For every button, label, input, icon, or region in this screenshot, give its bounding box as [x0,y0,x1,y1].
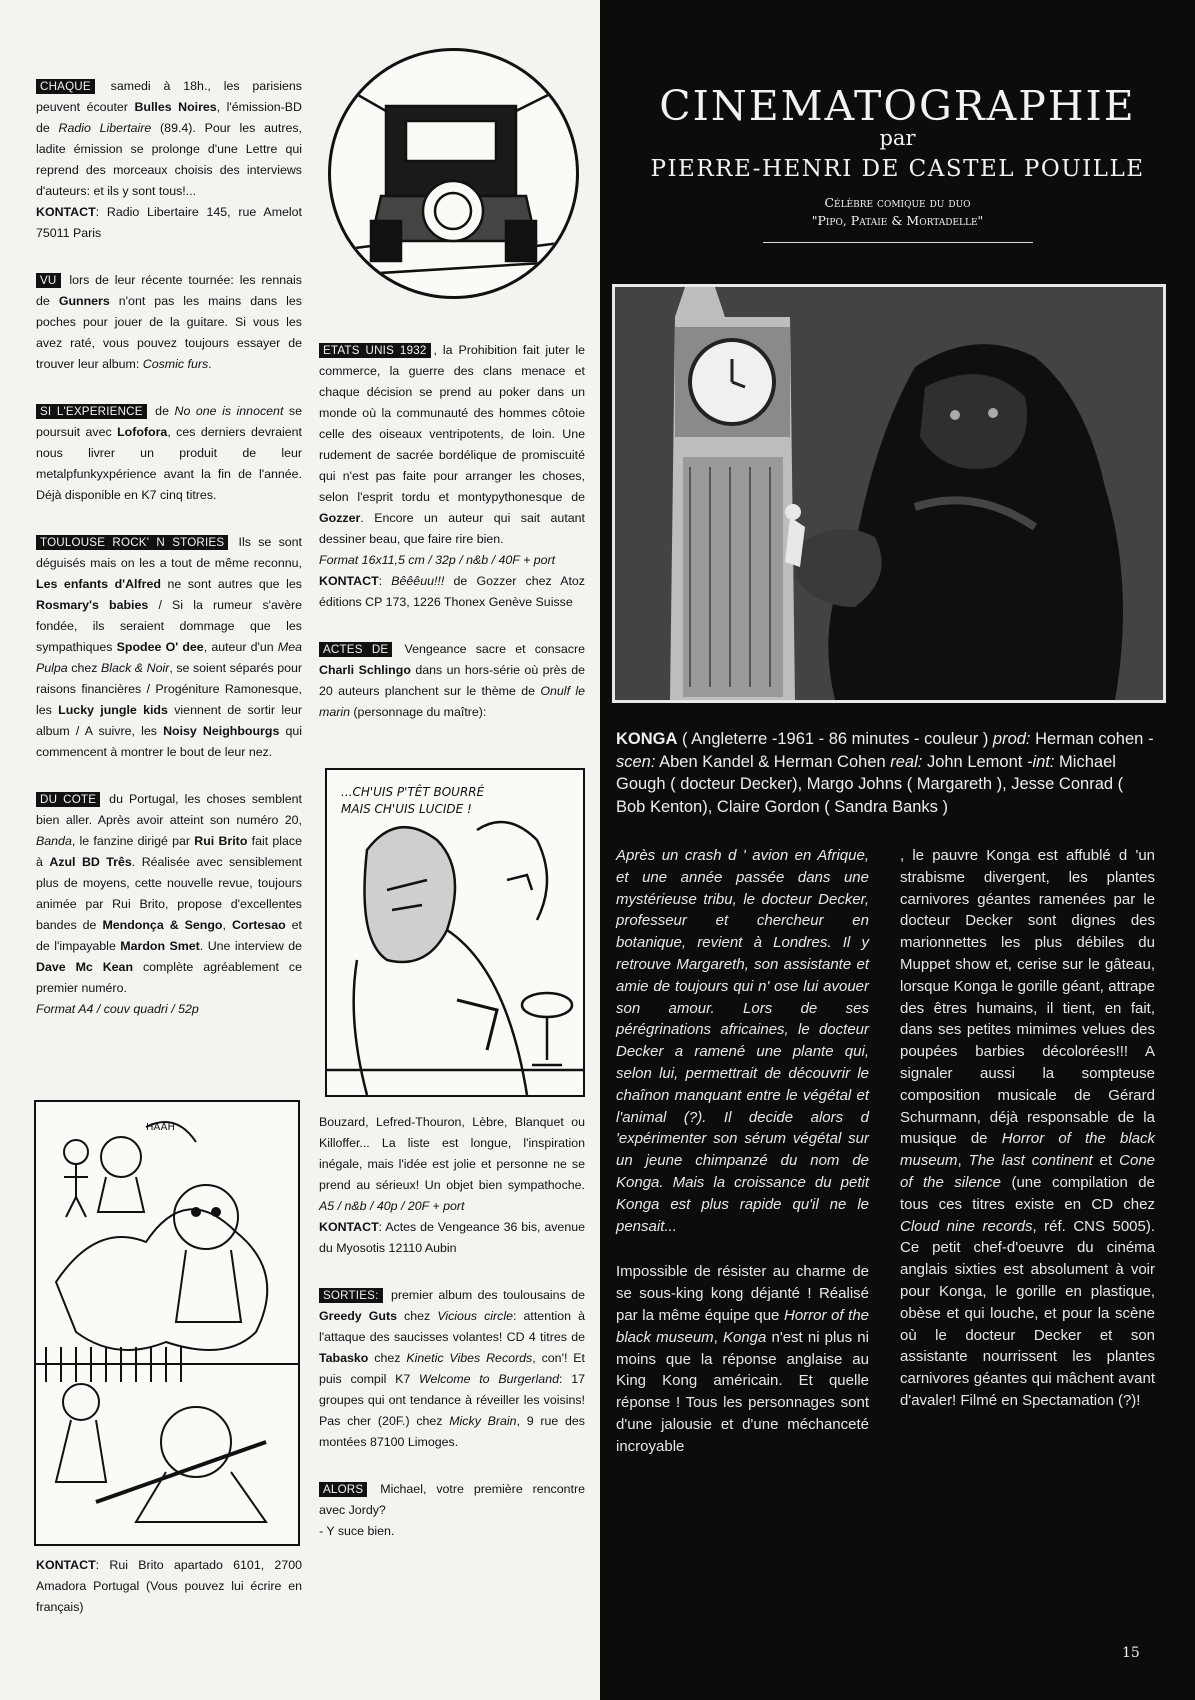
alors-paragraph: ALORS Michael, votre première rencontre avec Jordy? - Y suce bien. [319,1482,585,1538]
ducote-paragraph: DU COTE du Portugal, les choses semblent bien aller. Après avoir atteint son numéro 20, Banda, le fanzine dirigé par Rui Brito fait place à Azul BD Três. Réalisée avec sensiblement plus de moyens, cette nouvelle revue, toujours animée par Rui Brito, propose d'excellentes bandes de Mendonça & Sengo, Cortesao et de l'impayable Mardon Smet. Une interview de Dave Mc Kean complète agréablement ce premier numéro. Format A4 / couv quadri / 52p [36,792,303,1016]
film-review-column-2: , le pauvre Konga est affublé d 'un strabisme divergent, les plantes carnivores géantes ramenées par le docteur Decker sont dignes des marionnettes les plus débiles du Muppet show et, cerise sur le gâteau, lorsque Konga le gorille géant, attrape des êtres humains, il tient, en fait, dans ses petites mimimes velues des poupées barbies décolorées!!! A signaler aussi la sompteuse composition musicale de Gérard Schurmann, déjà responsable de la musique de Horror of the black museum, The last continent et Cone of the silence (une compilation de tous ces titres existe en CD chez Cloud nine records, réf. CNS 5005). Ce petit chef-d'oeuvre du cinéma anglais sixties est absolument à voir pour Konga, le gorille en plastique, obèse et qui louche, et pour la scène où le docteur Decker et son assistante nourrissent les plantes carnivores géantes qui mâchent avant d'avaler! Filmé en Spectamation (?)! [900,847,1156,1409]
comic-illustration-kids [34,1100,300,1546]
etats-paragraph: ETATS UNIS 1932 , la Prohibition fait juter le commerce, la guerre des clans menace et chaque décision se prend au poker dans un monde où la communauté des hommes côtoie celle des oiseaux ventripotents, de loin. Une rudement de sacrée bordélique de promiscuité qui n'est pas faite pour arranger les choses, selon l'esprit tordu et montypythonesque de Gozzer. Encore un auteur qui sait autant dessiner beau, que faire rire bien. Format 16x11,5 cm / 32p / n&b / 40F + port KONTACT: Bêêêuu!!! de Gozzer chez Atoz éditions CP 173, 1226 Thonex Genève Suisse [319,343,586,609]
toulouse-paragraph: TOULOUSE ROCK' N STORIES Ils se sont déguisés mais on les a tout de même reconnu, Les enfants d'Alfred ne sont autres que les Rosmary's babies / Si la rumeur s'avère fondée, ils seraient dommage que les sympathiques Spodee O' dee, auteur d'un Mea Pulpa chez Black & Noir, se soient séparés pour raisons financières / Progéniture Ramonesque, les Lucky jungle kids viennent de sortir leur album / A suivre, les Noisy Neighbourgs qui commencent à montrer le bout de leur nez. [36,535,303,759]
film-title: KONGA [616,730,678,748]
author-name: PIERRE-HENRI DE CASTEL POUILLE [650,156,1145,182]
page-number: 15 [1122,1645,1140,1661]
svg-text:HAAH: HAAH [146,1122,175,1133]
left-column-2 [319,340,585,749]
author-description: Célèbre comique du duo "Pipo, Pataie & Mortadelle" [811,195,984,228]
sorties-paragraph: SORTIES: premier album des toulousains de Greedy Guts chez Vicious circle: attention à l'attaque des saucisses volantes! CD 4 titres de Tabasko chez Kinetic Vibes Records, con'! Et puis compil K7 Welcome to Burgerland: 17 groupes qui ont tendance à réveiller les voisins! Pas cher (20F.) chez Micky Brain, 9 rue des montées 87100 Limoges. [319,1288,586,1449]
by-label: par [879,126,916,150]
comic-illustration-onulf [325,768,585,1097]
film-credits: KONGA ( Angleterre -1961 - 86 minutes - couleur ) prod: Herman cohen -scen: Aben Kandel & Herman Cohen real: John Lemont -int: Michael Gough ( docteur Decker), Margo Johns ( Margareth ), Jesse Conrad ( Bob Kenton), Claire Gordon ( Sandra Banks ) [616,730,1154,816]
speech-bubble: ...CH'UIS P'TÊT BOURRÉ MAIS CH'UIS LUCIDE ! [341,785,485,816]
comic-drawing [36,1102,298,1544]
list-paragraph: Bouzard, Lefred-Thouron, Lèbre, Blanquet ou Killoffer... La liste est longue, l'inspiration inégale, mais l'idée est jolie et personne ne se prend au sérieux! Un objet bien sympathoche. A5 / n&b / 40p / 20F + port KONTACT: Actes de Vengeance 36 bis, avenue du Myosotis 12110 Aubin [319,1115,585,1255]
section-tag: SI L'EXPERIENCE [36,404,147,419]
section-title: CINEMATOGRAPHIE [659,82,1136,130]
comic-drawing-onulf [327,770,583,1095]
section-tag: DU COTE [36,792,100,807]
actes-paragraph: ACTES DE Vengeance sacre et consacre Charli Schlingo dans un hors-série où près de 20 auteurs planchent sur le thème de Onulf le marin (personnage du maître): [319,642,586,719]
section-tag: ACTES DE [319,642,392,657]
section-tag: VU [36,273,61,288]
section-tag: TOULOUSE ROCK' N STORIES [36,535,228,550]
film-still-drawing [615,287,1163,700]
section-tag: CHAQUE [36,79,95,94]
car-drawing [331,51,576,296]
divider [763,242,1033,243]
chaque-paragraph: CHAQUE samedi à 18h., les parisiens peuvent écouter Bulles Noires, l'émission-BD de Radio Libertaire (89.4). Pour les autres, ladite émission se prolonge d'une Lettre qui reprend des morceaux choisis des interviews d'auteurs: et ils y sont tous!... KONTACT: Radio Libertaire 145, rue Amelot 75011 Paris [36,79,302,240]
left-column-2-bottom [319,1112,585,1568]
left-column-1 [36,76,302,1046]
vu-paragraph: VU lors de leur récente tournée: les rennais de Gunners n'ont pas les mains dans les poches pour jouer de la guitare. Si vous les avez raté, vous pouvez toujours essayer de trouver leur album: Cosmic furs. [36,273,302,371]
experience-paragraph: SI L'EXPERIENCE de No one is innocent se poursuit avec Lofofora, ces derniers devraient nous livrer un produit de leur metalpfunkyxpérience avant la fin de l'année. Déjà disponible en K7 cinq titres. [36,404,303,502]
cinema-header [620,82,1175,243]
kontact-rui: KONTACT: Rui Brito apartado 6101, 2700 Amadora Portugal (Vous pouvez lui écrire en français) [36,1558,302,1614]
section-tag: ALORS [319,1482,367,1497]
section-tag: ETATS UNIS 1932 [319,343,431,358]
konga-film-still [612,284,1166,703]
section-tag: SORTIES: [319,1288,383,1303]
car-illustration [328,48,579,299]
film-review-column-1: Après un crash d ' avion en Afrique, et une année passée dans une mystérieuse tribu, le docteur Decker, professeur et chercheur en botanique, revient à Londres. Il y retrouve Margareth, son assistante et amie de toujours qui n' ose lui avouer son amour. Lors de ses pérégrinations africaines, le docteur Decker a ramené une plante qui, selon lui, permettrait de découvrir le chaînon manquant entre le végétal et l'animal (?). Il decide alors d 'expérimenter son sérum végétal sur un jeune chimpanzé du nom de Konga. Mais la croissance du petit Konga est plus rapide qu'il ne le pensait... Impossible de résister au charme de se sous-king kong déjanté ! Réalisé par la même équipe que Horror of the black museum, Konga n'est ni plus ni moins que la réponse anglaise au King Kong américain. Et quelle réponse ! Tous les personnages sont d'une jalousie et d'une méchanceté incroyable [616,847,870,1455]
